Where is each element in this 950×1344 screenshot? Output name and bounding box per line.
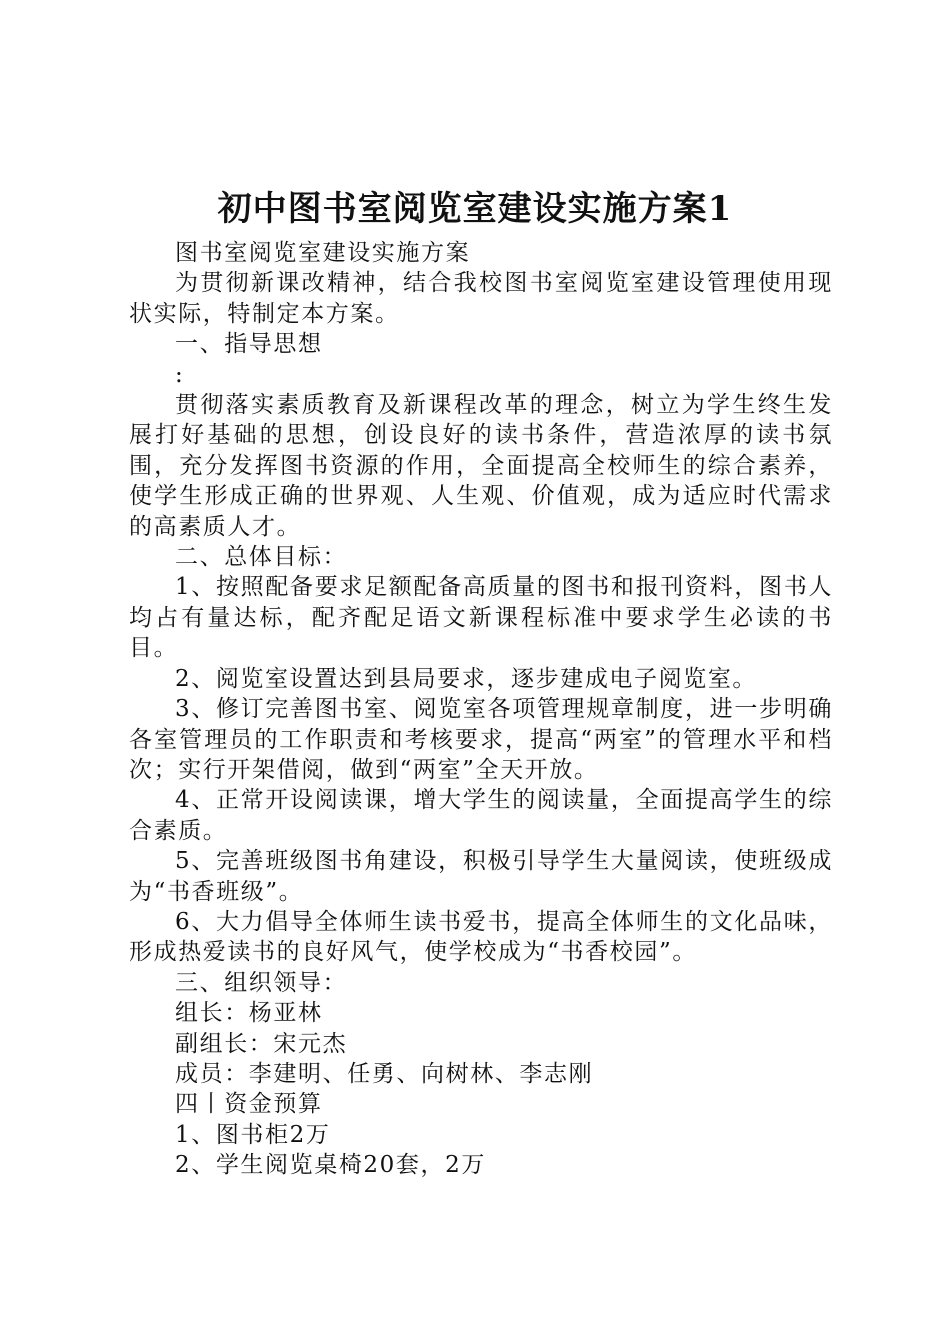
section-heading-guiding-ideology: 一、指导思想 — [175, 331, 323, 358]
section-heading-leadership: 三、组织领导： — [175, 969, 348, 996]
members-line: 成员：李建明、任勇、向树林、李志刚 — [175, 1060, 594, 1087]
intro-paragraph: 为贯彻新课改精神，结合我校图书室阅览室建设管理使用现状实际，特制定本方案。 — [129, 270, 833, 327]
goal-item-4: 4、正常开设阅读课，增大学生的阅读量，全面提高学生的综合素质。 — [129, 787, 833, 844]
leader-line: 组长：杨亚林 — [175, 1000, 323, 1027]
subtitle-paragraph: 图书室阅览室建设实施方案 — [175, 240, 471, 266]
deputy-leader-line: 副组长：宋元杰 — [175, 1030, 348, 1057]
budget-item-2: 2、学生阅览桌椅20套，2万 — [175, 1152, 486, 1179]
document-body — [129, 238, 833, 1181]
section-heading-budget: 四丨资金预算 — [175, 1091, 323, 1118]
goal-item-1: 1、按照配备要求足额配备高质量的图书和报刊资料，图书人均占有量达标，配齐配足语文新课程标准中要求学生必读的书目。 — [129, 574, 833, 662]
goal-item-6: 6、大力倡导全体师生读书爱书，提高全体师生的文化品味，形成热爱读书的良好风气，使学校成为“书香校园”。 — [129, 908, 833, 966]
budget-item-1: 1、图书柜2万 — [175, 1121, 331, 1148]
colon-line: : — [175, 361, 185, 388]
document-title: 初中图书室阅览室建设实施方案1 — [217, 189, 733, 229]
section-heading-overall-goals: 二、总体目标： — [175, 544, 348, 571]
goal-item-5: 5、完善班级图书角建设，积极引导学生大量阅读，使班级成为“书香班级”。 — [129, 848, 833, 905]
goal-item-3: 3、修订完善图书室、阅览室各项管理规章制度，进一步明确各室管理员的工作职责和考核要求，提高“两室”的管理水平和档次；实行开架借阅，做到“两室”全天开放。 — [129, 696, 833, 783]
guiding-ideology-paragraph: 贯彻落实素质教育及新课程改革的理念，树立为学生终生发展打好基础的思想，创设良好的读书条件，营造浓厚的读书氛围，充分发挥图书资源的作用，全面提高全校师生的综合素养，使学生形成正确的世界观、人生观、价值观，成为适应时代需求的高素质人才。 — [129, 392, 833, 540]
goal-item-2: 2、阅览室设置达到县局要求，逐步建成电子阅览室。 — [175, 665, 758, 692]
